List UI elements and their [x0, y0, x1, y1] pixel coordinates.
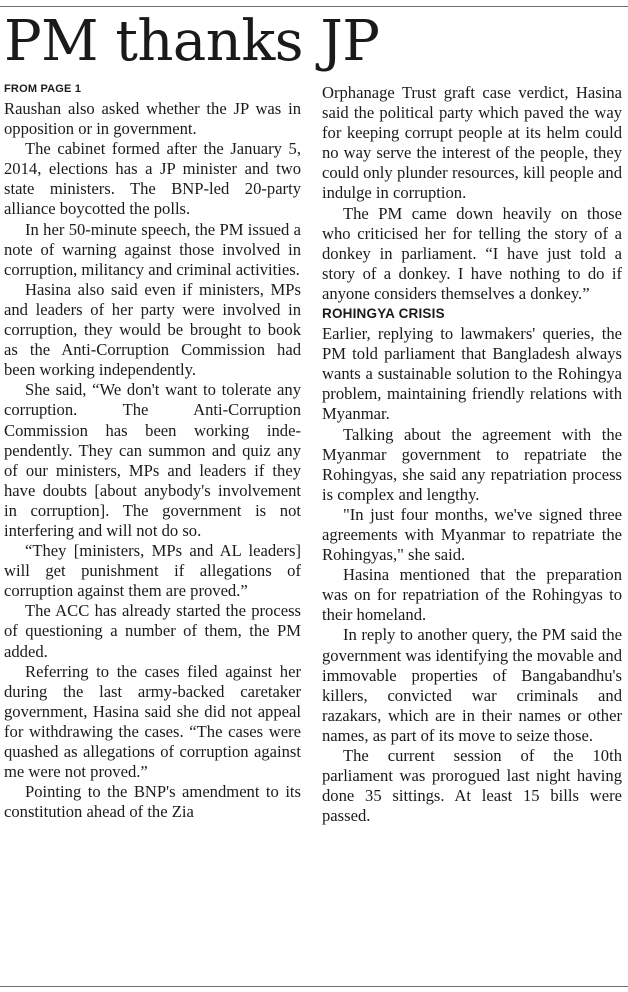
paragraph: She said, “We don't want to tolerate any corruption. The Anti-Corruption Commission has been working independently. They can summon and quiz any of our ministers, MPs and leaders if they have doubts [about anybody's involvement in corruption]. The government is not interfering and will not do so. — [4, 380, 301, 540]
paragraph: The ACC has already started the process of questioning a number of them, the PM added. — [4, 601, 301, 661]
paragraph: The current session of the 10th parliament was prorogued last night having done 35 sittings. At least 15 bills were passed. — [322, 746, 622, 826]
paragraph: Hasina mentioned that the preparation was on for repatriation of the Rohingyas to their homeland. — [322, 565, 622, 625]
paragraph: In her 50-minute speech, the PM issued a note of warning against those involved in corruption, militancy and criminal activities. — [4, 219, 301, 279]
paragraph: The PM came down heavily on those who criticised her for telling the story of a donkey in parliament. “I have just told a story of a donkey. I have nothing to do if anyone considers themselves a donkey.” — [322, 203, 622, 303]
headline: PM thanks JP — [4, 9, 380, 74]
article-column-left — [4, 83, 301, 822]
paragraph: Raushan also asked whether the JP was in opposition or in government. — [4, 99, 301, 139]
article-column-right — [322, 83, 622, 826]
paragraph: In reply to another query, the PM said the government was identifying the movable and immovable properties of Bangabandhu's killers, convicted war criminals and razakars, which are in their names or other names, as part of its move to seize those. — [322, 625, 622, 745]
bottom-rule — [0, 986, 628, 987]
paragraph: "In just four months, we've signed three agreements with Myanmar to repatriate the Rohingyas," she said. — [322, 504, 622, 565]
paragraph: “They [ministers, MPs and AL leaders] will get punishment if allegations of corruption against them are proved.” — [4, 541, 301, 601]
dateline: FROM PAGE 1 — [4, 83, 82, 95]
paragraph: Pointing to the BNP's amendment to its constitution ahead of the Zia — [4, 782, 301, 822]
paragraph: Referring to the cases filed against her during the last army-backed caretaker government, Hasina said she did not appeal for withdrawing the cases. “The cases were quashed as allegations of corruption against me were not proved.” — [4, 661, 301, 782]
paragraph: Hasina also said even if ministers, MPs and leaders of her party were involved in corruption, they would be brought to book as the Anti-Corruption Commission had been working independently. — [4, 279, 301, 380]
paragraph: Talking about the agreement with the Myanmar government to repatriate the Rohingyas, she said any repatriation process is complex and lengthy. — [322, 424, 622, 504]
subheading: ROHINGYA CRISIS — [322, 306, 445, 322]
top-rule — [0, 6, 628, 7]
paragraph: The cabinet formed after the January 5, 2014, elections has a JP minister and two state ministers. The BNP-led 20-party alliance boycotted the polls. — [4, 139, 301, 219]
paragraph-continuation: Orphanage Trust graft case verdict, Hasina said the political party which paved the way for keeping corrupt people at its helm could no way serve the interest of the people, they could only plunder resources, kill people and indulge in corruption. — [322, 83, 622, 203]
paragraph: Earlier, replying to lawmakers' queries, the PM told parliament that Bangladesh always wants a sustainable solution to the Rohingya problem, maintaining friendly relations with Myanmar. — [322, 324, 622, 424]
